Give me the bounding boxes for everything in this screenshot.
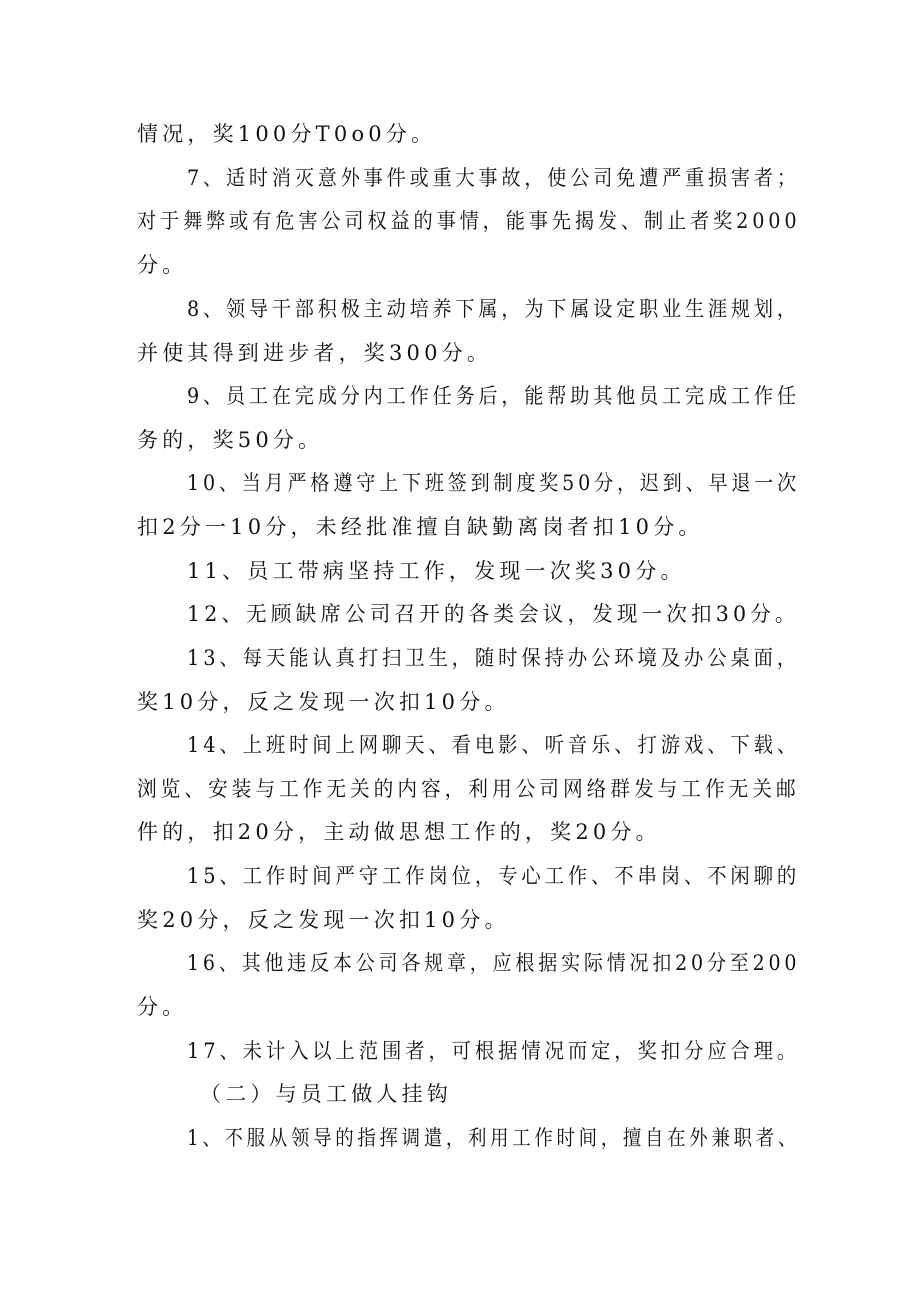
text-line: 务的，奖50分。 (137, 428, 324, 452)
text-line: 并使其得到进步者，奖300分。 (137, 341, 493, 365)
text-line: 对于舞弊或有危害公司权益的事情，能事先揭发、制止者奖2000 (137, 209, 801, 233)
text-line: 10、当月严格遵守上下班签到制度奖50分，迟到、早退一次 (187, 471, 801, 495)
text-line: 7、适时消灭意外事件或重大事故，使公司免遭严重损害者； (187, 166, 800, 190)
text-line: 奖20分，反之发现一次扣10分。 (137, 908, 510, 932)
text-line: 奖10分，反之发现一次扣10分。 (137, 690, 510, 714)
text-line: 扣2分一10分，未经批准擅自缺勤离岗者扣10分。 (137, 515, 704, 539)
text-line: 13、每天能认真打扫卫生，随时保持办公环境及办公桌面， (187, 646, 801, 670)
text-line: 14、上班时间上网聊天、看电影、听音乐、打游戏、下载、 (187, 733, 801, 757)
text-line: 15、工作时间严守工作岗位，专心工作、不串岗、不闲聊的 (187, 864, 801, 888)
text-line: 情况，奖100分T0o0分。 (137, 122, 437, 146)
text-line: 浏览、安装与工作无关的内容，利用公司网络群发与工作无关邮 (137, 777, 800, 801)
text-line: 件的，扣20分，主动做思想工作的，奖20分。 (137, 820, 661, 844)
text-line: 8、领导干部积极主动培养下属，为下属设定职业生涯规划， (187, 297, 800, 321)
text-line: 11、员工带病坚持工作，发现一次奖30分。 (187, 559, 686, 583)
text-line: 12、无顾缺席公司召开的各类会议，发现一次扣30分。 (187, 602, 800, 626)
text-line: 1、不服从领导的指挥调遣，利用工作时间，擅自在外兼职者、 (187, 1126, 800, 1150)
text-line: 17、未计入以上范围者，可根据情况而定，奖扣分应合理。 (187, 1039, 801, 1063)
text-line: 16、其他违反本公司各规章，应根据实际情况扣20分至200 (187, 951, 801, 975)
section-heading: （二）与员工做人挂钩 (200, 1082, 452, 1106)
text-line: 分。 (137, 995, 188, 1019)
text-line: 分。 (137, 253, 188, 277)
text-line: 9、员工在完成分内工作任务后，能帮助其他员工完成工作任 (187, 384, 800, 408)
